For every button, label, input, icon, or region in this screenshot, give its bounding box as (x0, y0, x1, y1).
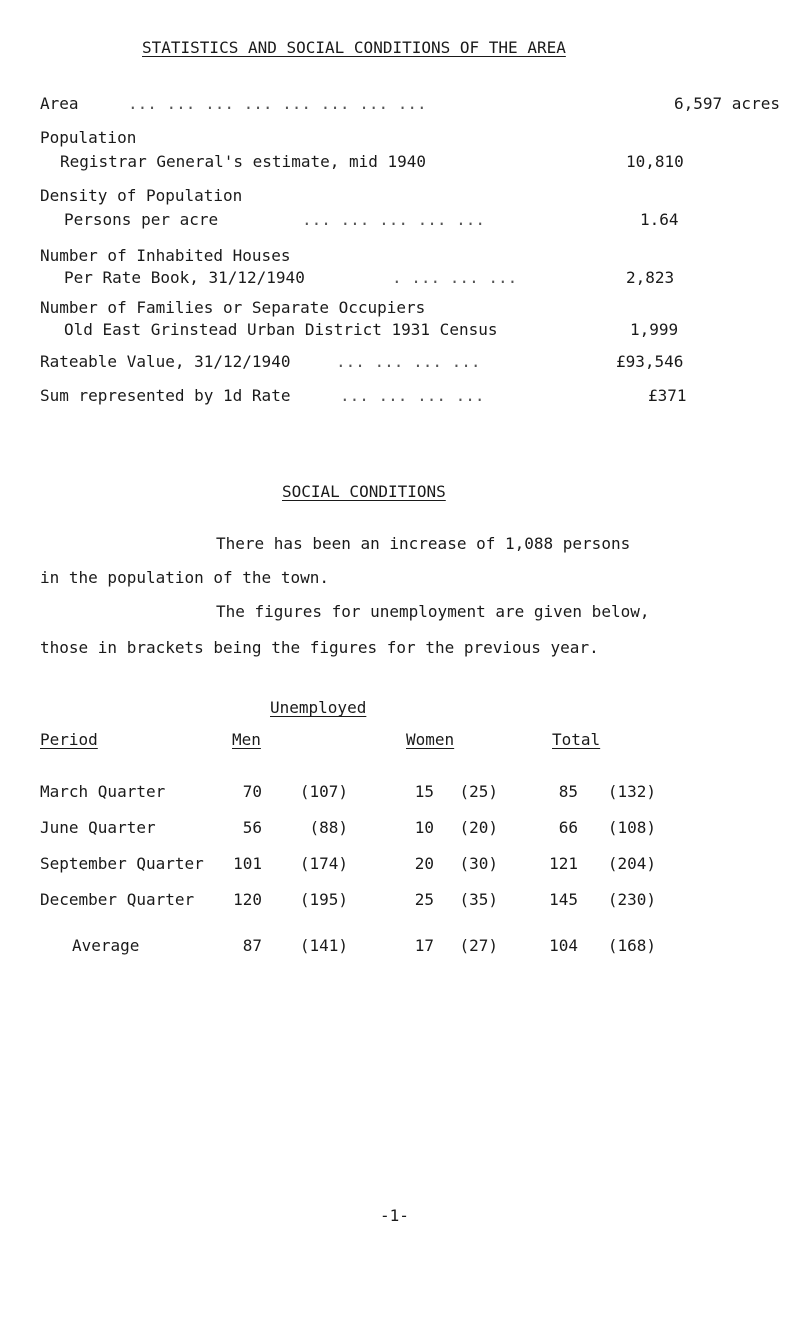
houses-value: 2,823 (626, 268, 675, 287)
houses-heading: Number of Inhabited Houses (40, 246, 291, 265)
women-cell: 17 (414, 936, 434, 955)
population-label: Registrar General's estimate, mid 1940 (60, 152, 427, 171)
page-title: STATISTICS AND SOCIAL CONDITIONS OF THE AREA (142, 38, 566, 57)
total-cell: 145 (549, 890, 578, 909)
paragraph-line: those in brackets being the figures for the previous year. (40, 638, 599, 657)
section-heading: SOCIAL CONDITIONS (282, 482, 446, 501)
penny-rate-label: Sum represented by 1d Rate (40, 386, 291, 405)
houses-label: Per Rate Book, 31/12/1940 (64, 268, 305, 287)
total-prev-cell: (132) (607, 782, 656, 801)
men-prev-cell: (88) (309, 818, 348, 837)
page-number: -1- (380, 1206, 409, 1225)
population-value: 10,810 (626, 152, 684, 171)
penny-rate-value: £371 (648, 386, 687, 405)
density-label: Persons per acre (64, 210, 219, 229)
families-value: 1,999 (630, 320, 679, 339)
density-leader: ... ... ... ... ... (302, 210, 486, 229)
area-label: Area (40, 94, 79, 113)
total-cell: 85 (558, 782, 578, 801)
houses-leader: . ... ... ... (392, 268, 518, 287)
density-value: 1.64 (640, 210, 679, 229)
period-cell: December Quarter (40, 890, 195, 909)
women-cell: 10 (414, 818, 434, 837)
total-cell: 66 (558, 818, 578, 837)
total-prev-cell: (230) (607, 890, 656, 909)
total-cell: 104 (549, 936, 578, 955)
period-cell: June Quarter (40, 818, 156, 837)
men-cell: 120 (233, 890, 262, 909)
column-header-women: Women (406, 730, 455, 749)
women-cell: 25 (414, 890, 434, 909)
men-cell: 101 (233, 854, 262, 873)
column-header-period: Period (40, 730, 98, 749)
women-prev-cell: (35) (459, 890, 498, 909)
penny-rate-leader: ... ... ... ... (340, 386, 485, 405)
period-cell: March Quarter (40, 782, 166, 801)
total-cell: 121 (549, 854, 578, 873)
period-cell: September Quarter (40, 854, 204, 873)
total-prev-cell: (204) (607, 854, 656, 873)
men-prev-cell: (107) (299, 782, 348, 801)
density-heading: Density of Population (40, 186, 243, 205)
paragraph-line: There has been an increase of 1,088 persons (216, 534, 631, 553)
paragraph-line: The figures for unemployment are given below, (216, 602, 650, 621)
rateable-label: Rateable Value, 31/12/1940 (40, 352, 291, 371)
column-header-men: Men (232, 730, 261, 749)
column-header-total: Total (552, 730, 601, 749)
men-cell: 70 (242, 782, 262, 801)
men-prev-cell: (141) (299, 936, 348, 955)
women-cell: 15 (414, 782, 434, 801)
total-prev-cell: (168) (607, 936, 656, 955)
men-prev-cell: (174) (299, 854, 348, 873)
area-value: 6,597 acres (674, 94, 780, 113)
families-label: Old East Grinstead Urban District 1931 Census (64, 320, 498, 339)
paragraph-line: in the population of the town. (40, 568, 329, 587)
rateable-value: £93,546 (616, 352, 684, 371)
women-cell: 20 (414, 854, 434, 873)
area-leader: ... ... ... ... ... ... ... ... (128, 94, 427, 113)
men-prev-cell: (195) (299, 890, 348, 909)
rateable-leader: ... ... ... ... (336, 352, 481, 371)
women-prev-cell: (25) (459, 782, 498, 801)
men-cell: 87 (242, 936, 262, 955)
women-prev-cell: (20) (459, 818, 498, 837)
women-prev-cell: (30) (459, 854, 498, 873)
period-cell: Average (72, 936, 140, 955)
table-caption: Unemployed (270, 698, 367, 717)
population-heading: Population (40, 128, 137, 147)
families-heading: Number of Families or Separate Occupiers (40, 298, 426, 317)
total-prev-cell: (108) (607, 818, 656, 837)
women-prev-cell: (27) (459, 936, 498, 955)
men-cell: 56 (242, 818, 262, 837)
